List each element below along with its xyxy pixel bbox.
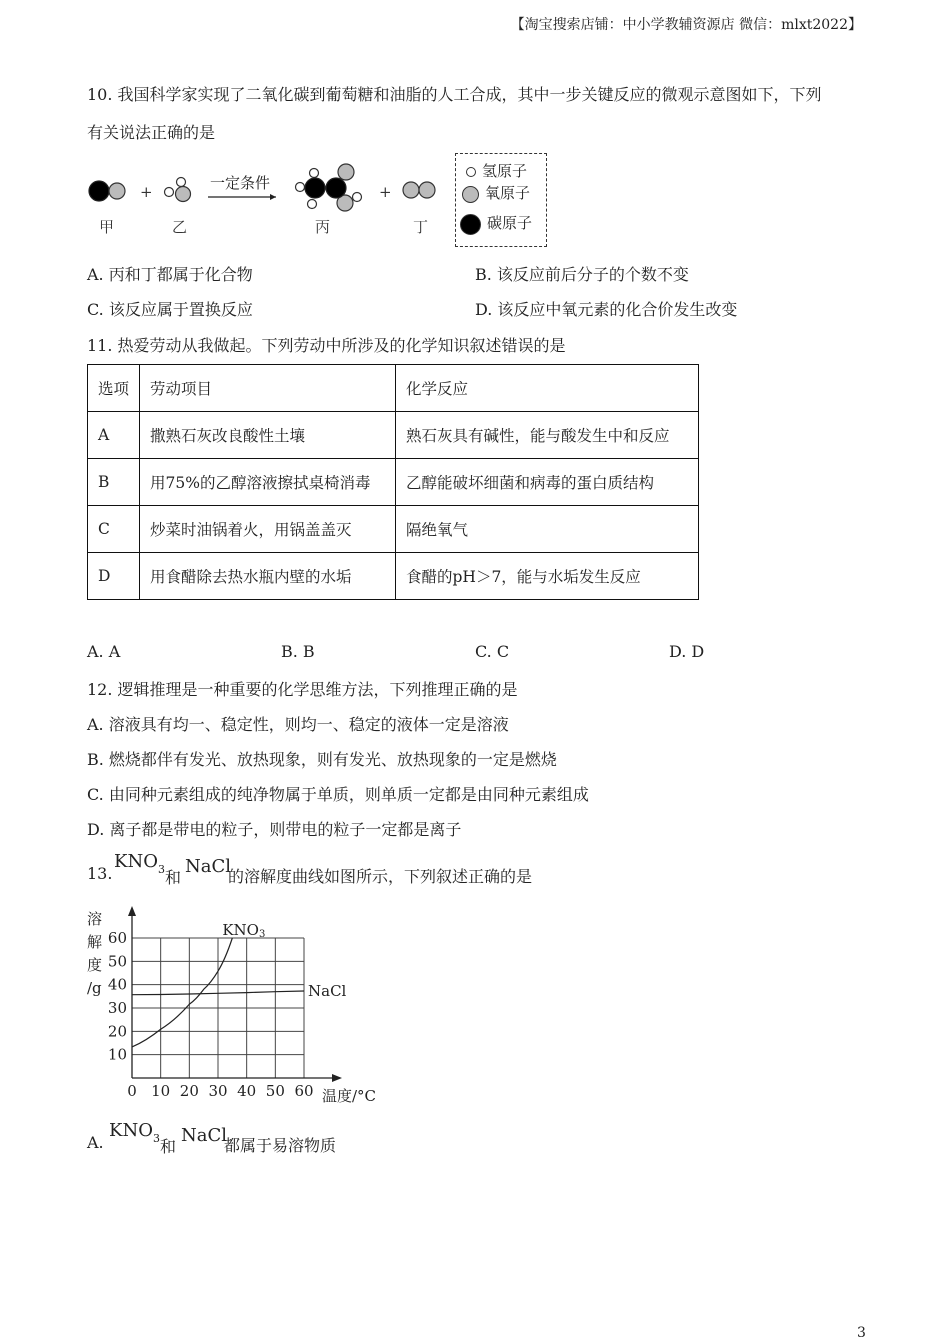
- q10-reaction-diagram: [80, 150, 460, 245]
- y-axis-label: /g: [87, 979, 102, 997]
- y-tick-label: 10: [107, 1045, 127, 1064]
- table-row: [88, 553, 699, 600]
- bing-carbon-atom-2: [326, 178, 346, 198]
- table-header-cell: 化学反应: [396, 365, 699, 412]
- legend-carbon: [462, 212, 532, 235]
- label-bing: 丙: [315, 218, 331, 236]
- ding-oxygen-atom-2: [419, 182, 435, 198]
- table-row: [88, 459, 699, 506]
- kno3-subscript: 3: [152, 1132, 160, 1145]
- q12-option-d: D. 离子都是带电的粒子，则带电的粒子一定都是离子: [87, 820, 462, 839]
- q11-option-d: D. D: [669, 642, 705, 661]
- x-tick-label: 60: [294, 1082, 314, 1100]
- legend-oxygen-label: 氧原子: [485, 184, 531, 202]
- bing-hydrogen-atom-3: [308, 200, 317, 209]
- plus-sign-1: +: [140, 183, 153, 201]
- table-header-cell: 选项: [88, 365, 140, 412]
- jia-oxygen-atom: [109, 183, 125, 199]
- q10-option-b: B. 该反应前后分子的个数不变: [475, 265, 689, 284]
- table-row: [88, 412, 699, 459]
- plus-sign-2: +: [379, 183, 392, 201]
- kno3-solubility-curve: [132, 938, 232, 1047]
- bing-hydrogen-atom-1: [296, 183, 305, 192]
- table-cell: 撒熟石灰改良酸性土壤: [140, 412, 396, 459]
- legend-hydrogen: [462, 160, 527, 181]
- y-axis-label: 溶: [87, 910, 103, 928]
- x-tick-label: 20: [179, 1082, 199, 1100]
- table-row: [88, 506, 699, 553]
- page-number: 3: [857, 1325, 866, 1341]
- yi-hydrogen-atom-1: [165, 188, 174, 197]
- x-tick-label: 40: [237, 1082, 257, 1100]
- table-cell: C: [88, 506, 140, 553]
- table-cell: 用食醋除去热水瓶内壁的水垢: [140, 553, 396, 600]
- nacl-curve-label: NaCl: [308, 981, 347, 1000]
- q12-option-b: B. 燃烧都伴有发光、放热现象，则有发光、放热现象的一定是燃烧: [87, 750, 557, 769]
- q10-option-a: A. 丙和丁都属于化合物: [87, 265, 253, 284]
- table-header-row: [88, 365, 699, 412]
- x-tick-label: 10: [151, 1082, 171, 1100]
- table-cell: D: [88, 553, 140, 600]
- table-cell: 隔绝氧气: [396, 506, 699, 553]
- x-tick-label: 30: [208, 1082, 228, 1100]
- q13-number: 13.: [87, 864, 113, 883]
- carbon-atom-icon: [460, 214, 481, 235]
- table-cell: 用75%的乙醇溶液擦拭桌椅消毒: [140, 459, 396, 506]
- oxygen-atom-icon: [462, 186, 479, 203]
- legend-carbon-label: 碳原子: [487, 214, 533, 232]
- legend-oxygen: [462, 182, 530, 203]
- q13-he: 和: [165, 868, 182, 887]
- x-axis-label: 温度/°C: [322, 1087, 377, 1105]
- reaction-condition: 一定条件: [210, 174, 271, 192]
- q13-option-a-nacl: NaCl: [181, 1125, 228, 1146]
- q11-option-c: C. C: [475, 642, 510, 661]
- table-cell: 乙醇能破坏细菌和病毒的蛋白质结构: [396, 459, 699, 506]
- y-tick-label: 30: [107, 999, 127, 1017]
- kno3-text: KNO: [114, 851, 158, 872]
- bing-hydrogen-atom-2: [310, 169, 319, 178]
- q11-stem: 11. 热爱劳动从我做起。下列劳动中所涉及的化学知识叙述错误的是: [87, 336, 566, 355]
- table-header-cell: 劳动项目: [140, 365, 396, 412]
- y-axis-label: 解: [87, 933, 103, 951]
- q11-option-a: A. A: [87, 642, 121, 661]
- bing-oxygen-atom-top: [338, 164, 354, 180]
- q12-option-a: A. 溶液具有均一、稳定性，则均一、稳定的液体一定是溶液: [87, 715, 509, 734]
- label-jia: 甲: [99, 218, 115, 236]
- q13-option-a-rest: 都属于易溶物质: [224, 1136, 337, 1155]
- q10-stem-line2: 有关说法正确的是: [87, 123, 216, 142]
- legend-hydrogen-label: 氢原子: [482, 162, 528, 180]
- q10-option-d: D. 该反应中氧元素的化合价发生改变: [475, 300, 738, 319]
- kno3-curve-label: KNO3: [222, 921, 266, 940]
- bing-carbon-atom-1: [305, 178, 325, 198]
- y-axis-label: 度: [87, 956, 103, 974]
- table-cell: 熟石灰具有碱性，能与酸发生中和反应: [396, 412, 699, 459]
- page-header: 【淘宝搜索店铺：中小学教辅资源店 微信：mlxt2022】: [510, 17, 862, 33]
- q13-stem-rest: 的溶解度曲线如图所示，下列叙述正确的是: [228, 867, 533, 886]
- y-tick-label: 60: [107, 929, 127, 947]
- y-axis-arrow: [128, 906, 136, 916]
- kno3-text: KNO: [109, 1120, 153, 1141]
- y-tick-label: 50: [107, 952, 127, 971]
- x-tick-label: 0: [127, 1082, 137, 1100]
- table-cell: A: [88, 412, 140, 459]
- table-cell: 炒菜时油锅着火，用锅盖盖灭: [140, 506, 396, 553]
- label-yi: 乙: [172, 218, 188, 236]
- label-ding: 丁: [413, 218, 429, 236]
- yi-oxygen-atom: [176, 187, 191, 202]
- y-tick-label: 40: [107, 975, 127, 994]
- q12-option-c: C. 由同种元素组成的纯净物属于单质，则单质一定都是由同种元素组成: [87, 785, 589, 804]
- q10-option-c: C. 该反应属于置换反应: [87, 300, 253, 319]
- yi-hydrogen-atom-2: [177, 178, 186, 187]
- table-cell: 食醋的pH＞7，能与水垢发生反应: [396, 553, 699, 600]
- x-tick-label: 50: [265, 1082, 285, 1100]
- q13-nacl-formula: NaCl: [185, 856, 232, 877]
- solubility-chart: [80, 900, 400, 1112]
- y-tick-label: 20: [107, 1022, 127, 1041]
- jia-carbon-atom: [89, 181, 109, 201]
- ding-oxygen-atom-1: [403, 182, 419, 198]
- bing-hydrogen-atom-4: [353, 193, 362, 202]
- x-axis-arrow: [332, 1074, 342, 1082]
- curve-label-subscript: 3: [258, 929, 266, 940]
- q12-stem: 12. 逻辑推理是一种重要的化学思维方法，下列推理正确的是: [87, 680, 518, 699]
- q13-option-a-he: 和: [160, 1137, 177, 1156]
- table-cell: B: [88, 459, 140, 506]
- q11-table: [87, 364, 699, 600]
- q11-option-b: B. B: [281, 642, 315, 661]
- q13-option-a-kno3: [109, 1120, 160, 1145]
- q10-stem-line1: 10. 我国科学家实现了二氧化碳到葡萄糖和油脂的人工合成，其中一步关键反应的微观示意图如下，下列: [87, 85, 822, 104]
- hydrogen-atom-icon: [466, 167, 476, 177]
- reaction-arrow-head: [270, 194, 276, 200]
- q13-option-a-label: A.: [87, 1133, 104, 1152]
- kno3-subscript: 3: [157, 863, 165, 876]
- q13-kno3-formula: [114, 851, 165, 876]
